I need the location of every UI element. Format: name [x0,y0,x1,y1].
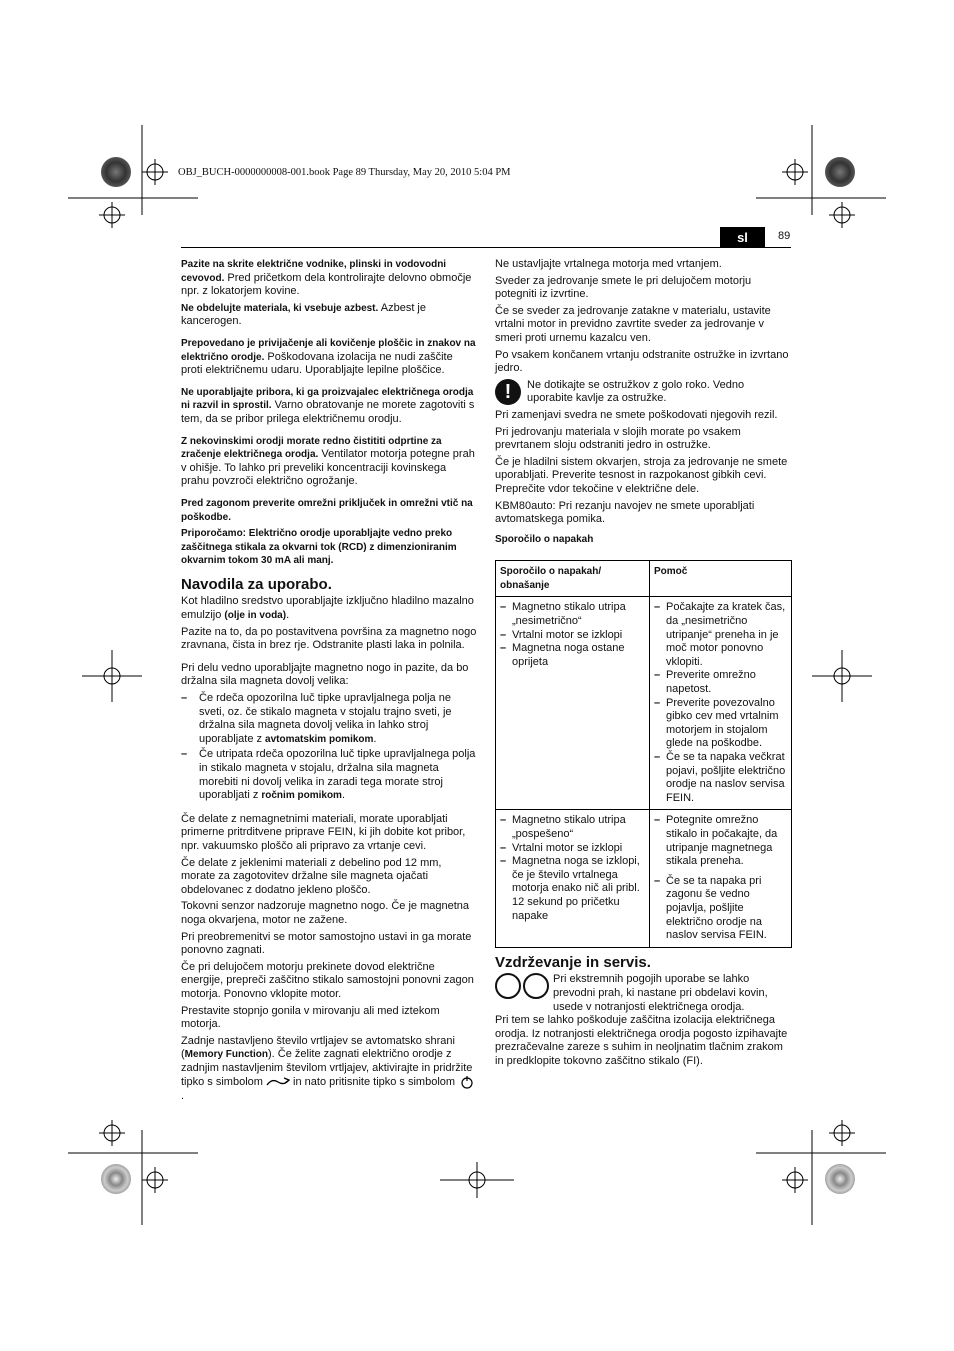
section-heading: Navodila za uporabo. [181,575,332,593]
paragraph: Zadnje nastavljeno število vrtljajev se avtomatsko shrani (Memory Function). Če želite zagnati električno orodje z zadnjim nastavljenim številom vrtljajev, aktivirajte in pridržite tipko s simbolom in nato pritisnite tipko s simbolom . [181,1035,477,1104]
right-column [495,258,792,1071]
paragraph: Pazite na to, da po postavitvena površina za magnetno nogo zravnana, čista in brez rje. Odstranite plasti laka in polnila. [181,625,477,652]
paragraph: Če se sveder za jedrovanje zatakne v materialu, ustavite vrtalni motor in previdno zavrtite sveder za jedrovanje v smeri proti urnemu kazalcu ven. [495,304,771,344]
column-header: Sporočilo o napakah/ obnašanje [496,561,650,597]
book-header: OBJ_BUCH-0000000008-001.book Page 89 Thursday, May 20, 2010 5:04 PM [178,167,511,178]
page-number: 89 [778,230,791,242]
table-cell [496,810,650,947]
paragraph: Sveder za jedrovanje smete le pri delujočem motorju potegniti iz izvrtine. [495,274,752,301]
language-tag: sl [720,227,765,247]
section-heading: Vzdrževanje in servis. [495,953,651,971]
paragraph: Če je hladilni sistem okvarjen, stroja za jedrovanje ne smete uporabljati. Preverite tesnost in razpokanost gibkih cevi. Preprečite vdor tekočine v električne dele. [495,455,788,495]
paragraph: Če pri delujočem motorju prekinete dovod električne energije, prepreči zaščitno stikalo samostojni ponovni zagon motorja. Ponovno vklopite motor. [181,960,474,1000]
list-item: – Preverite omrežno napetost. [654,669,787,696]
table-row [496,597,792,810]
warning-exclamation-icon: ! [495,379,521,405]
column-header: Pomoč [650,561,792,597]
paragraph: Pri zamenjavi svedra ne smete poškodovati njegovih rezil. [495,408,778,421]
paragraph: Ne obdelujte materiala, ki vsebuje azbest. Azbest je kancerogen. [181,301,426,328]
paragraph: Če delate z nemagnetnimi materiali, morate uporabljati primerne pritrditvene priprave FEIN, ki jih dobite kot pribor, npr. vakuumsko ploščo ali pripravo za vrtanje cevi. [181,812,466,852]
table-cell [496,597,650,810]
paragraph: Tokovni senzor nadzoruje magnetno nogo. Če je magnetna noga okvarjena, motor ne zažene. [181,900,470,926]
error-table [495,560,792,947]
paragraph: Pri tem se lahko poškoduje zaščitna izolacija električnega orodja. Iz notranjosti električnega orodja pogosto izpihavajte prezračevalne zareze s suhim in neoljnatim tlačnim zrakom in predklopite tokovno zaščitno stikalo (FI). [495,1014,788,1067]
table-cell [650,597,792,810]
list-item: – Vrtalni motor se izklopi [500,842,645,856]
left-column [181,258,477,1107]
paragraph: Pri jedrovanju materiala v slojih morate po vsakem prevrtanem sloju odstraniti jedro in ostružke. [495,425,741,452]
paragraph: Ne ustavljajte vrtalnega motorja med vrtanjem. [495,258,722,270]
paragraph: Pri preobremenitvi se motor samostojno ustavi in ga morate ponovno zagnati. [181,930,472,957]
paragraph: Pazite na skrite električne vodnike, plinski in vodovodni cevovod. Pred pričetkom dela kontrolirajte delovno območje npr. z lokatorjem kovine. [181,259,472,298]
list-item: – Preverite povezovalno gibko cev med vrtalnim motorjem in stojalom glede na poškodbe. [654,697,787,751]
table-cell [650,810,792,947]
list-item: – Magnetno stikalo utripa „nesimetrično“ [500,601,645,628]
ppe-icons [495,973,549,1014]
table-header-row [496,561,792,597]
eye-protection-icon [495,973,521,999]
paragraph: Po vsakem končanem vrtanju odstranite ostružke in izvrtano jedro. [495,348,789,375]
speed-button-icon [266,1076,290,1088]
header-rule [181,247,791,248]
list-item: – Potegnite omrežno stikalo in počakajte, da utripanje magnetnega stikala preneha. [654,814,787,868]
list-item: – Če rdeča opozorilna luč tipke upravljalnega polja ne sveti, oz. če stikalo magneta v stojalu trajno sveti, je držalna sila magneta dovolj velika in lahko stroj uporabljate z avtomatskim pomikom. [181,692,477,746]
list-item: – Počakajte za kratek čas, da „nesimetrično utripanje“ preneha in je moč motor ponovno vklopiti. [654,601,787,669]
ear-protection-icon [523,973,549,999]
paragraph: Prestavite stopnjo gonila v mirovanju ali med iztekom motorja. [181,1004,440,1031]
paragraph: Z nekovinskimi orodji morate redno čistititi odprtine za zračenje električnega orodja. Ventilator motorja potegne prah v ohišje. To lahko pri preveliki koncentraciji kovinskega prahu povzroči električno ogrožanje. [181,435,475,488]
list-item: – Vrtalni motor se izklopi [500,629,645,643]
list-item: – Če utripata rdeča opozorilna luč tipke upravljalnega polja in stikalo magneta v stojalu, držalna sila magneta morebiti ni dovolj velika in zaradi tega morate stroj uporabljati z ročnim pomikom. [181,748,477,802]
subheading: Sporočilo o napakah [495,533,594,545]
paragraph: Pri delu vedno uporabljajte magnetno nogo in pazite, da bo držalna sila magneta dovolj velika: [181,661,469,688]
warning-block: ! Ne dotikajte se ostružkov z golo roko. Vedno uporabite kavlje za ostružke. [495,379,792,406]
paragraph: KBM80auto: Pri rezanju navojev ne smete uporabljati avtomatskega pomika. [495,499,755,526]
list-item: – Magnetna noga ostane oprijeta [500,642,645,669]
list-item: – Magnetno stikalo utripa „pospešeno“ [500,814,645,841]
paragraph: Prepovedano je privijačenje ali kovičenje ploščic in znakov na električno orodje. Poškodovana izolacija ne nudi zaščite proti električnemu udaru. Uporabljajte lepilne ploščice. [181,337,476,377]
paragraph: Priporočamo: Električno orodje uporabljajte vedno preko zaščitnega stikala za okvarni tok (RCD) z dimenzioniranim okvarnim tokom 30 mA ali manj. [181,528,457,567]
paragraph: Če delate z jeklenimi materiali z debelino pod 12 mm, morate za zagotovitev držalne sile magneta ojačati obdelovanec z dodatno jekleno ploščo. [181,856,442,896]
paragraph: Kot hladilno sredstvo uporabljajte izključno hladilno mazalno emulzijo (olje in voda). [181,595,474,622]
paragraph: Pred zagonom preverite omrežni priključek in omrežni vtič na poškodbe. [181,497,473,523]
start-button-icon [458,1075,476,1089]
list-item: – Če se ta napaka večkrat pojavi, pošljite električno orodje na naslov servisa FEIN. [654,751,787,805]
list-item: – Magnetna noga se izklopi, če je število vrtalnega motorja enako nič ali pribl. 12 sekund po pričetku napake [500,855,645,923]
table-row [496,810,792,947]
paragraph: Ne uporabljajte pribora, ki ga proizvajalec električnega orodja ni razvil in sprostil. Varno obratovanje ne morete zagotoviti s tem, da se pribor prilega električnemu orodju. [181,386,475,425]
maintenance-block: Pri ekstremnih pogojih uporabe se lahko prevodni prah, ki nastane pri obdelavi kovin, usede v notranjosti električnega orodja. [495,973,792,1014]
list-item: – Če se ta napaka pri zagonu še vedno pojavlja, pošljite električno orodje na naslov servisa FEIN. [654,875,787,943]
